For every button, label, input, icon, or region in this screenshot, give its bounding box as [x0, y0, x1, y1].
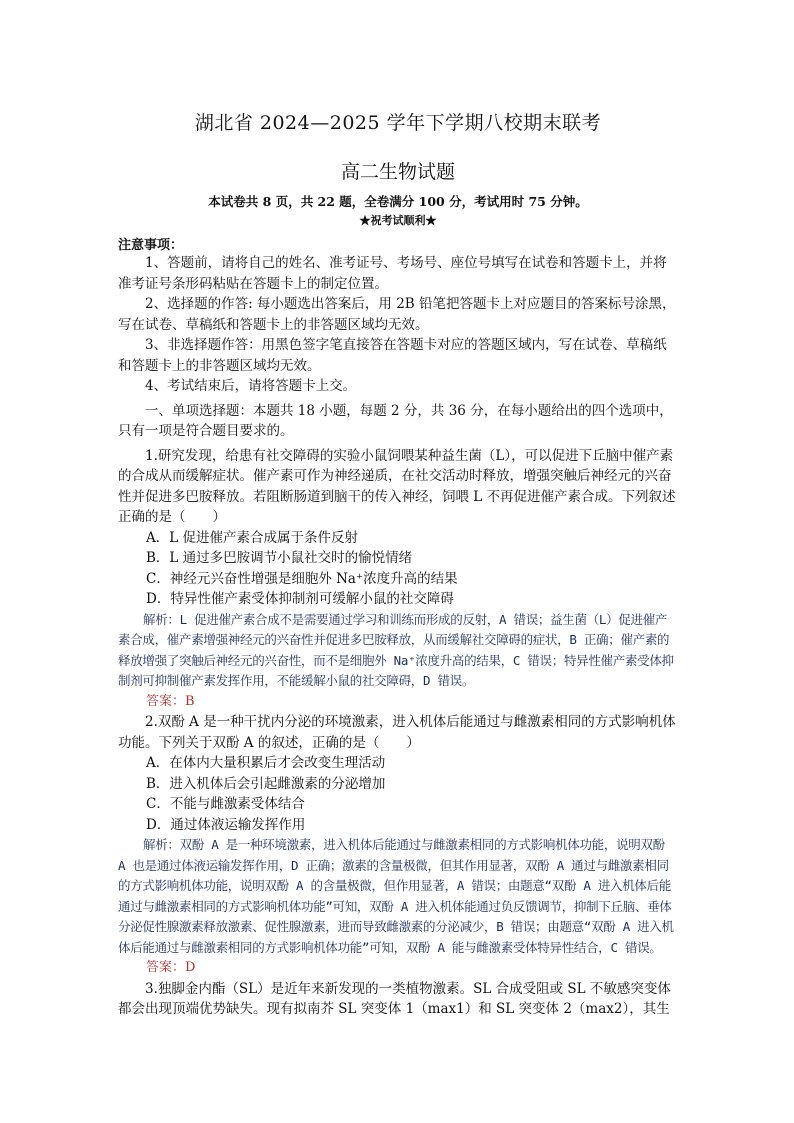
question-1-stem: 1.研究发现，给患有社交障碍的实验小鼠饲喂某种益生菌（L），可以促进下丘脑中催产素的合成从而缓解症状。催产素可作为神经递质，在社交活动时释放，增强突触后神经元的兴奋性并促进多巴胺释放。若阻断肠道到脑干的传入神经，饲喂 L 不再促进催产素合成。下列叙述正确的是（ ） — [118, 447, 676, 525]
question-1-analysis: 解析：L 促进催产素合成不是需要通过学习和训练而形成的反射，A 错误；益生菌（L）促进催产素合成，催产素增强神经元的兴奋性并促进多巴胺释放，从而缓解社交障碍的症状，B 正确；催产素的释放增强了突触后神经元的兴奋性，而不是细胞外 Na⁺浓度升高的结果，C 错误；特异性催产素受体抑制剂可抑制催产素发挥作用，不能缓解小鼠的社交障碍，D 错误。 — [118, 611, 674, 688]
notes-heading: 注意事项： — [118, 238, 184, 253]
exam-subtitle: 高二生物试题 — [340, 161, 455, 183]
question-1-option-c: C．神经元兴奋性增强是细胞外 Na⁺浓度升高的结果 — [146, 570, 458, 587]
question-1-option-b: B．L 通过多巴胺调节小鼠社交时的愉悦情绪 — [146, 550, 413, 566]
exam-page — [118, 100, 678, 1020]
question-1-option-a: A．L 促进催产素合成属于条件反射 — [146, 529, 359, 546]
note-item-1: 1、答题前，请将自己的姓名、准考证号、考场号、座位号填写在试卷和答题卡上，并将准考证号条形码粘贴在答题卡上的制定位置。 — [118, 255, 667, 292]
question-2-analysis: 解析：双酚 A 是一种环境激素，进入机体后能通过与雌激素相同的方式影响机体功能，说明双酚 A 也是通过体液运输发挥作用，D 正确；激素的含量极微，但其作用显著，双酚 A 通过与雌激素相同的方式影响机体功能，说明双酚 A 的含量极微，但作用显著，A 错误；由题意“双酚 A 进入机体后能通过与雌激素相同的方式影响机体功能”可知，双酚 A 进入机体能通过负反馈调节，抑制下丘脑、垂体分泌促性腺激素释放激素、促性腺激素，进而导致雌激素的分泌减少，B 错误；由题意“双酚 A 进入机体后能通过与雌激素相同的方式影响机体功能”可知，双酚 A 能与雌激素受体特异性结合，C 错误。 — [118, 837, 674, 955]
good-luck-line: ★祝考试顺利★ — [359, 214, 437, 227]
section-heading: 一、单项选择题：本题共 18 小题，每题 2 分，共 36 分，在每小题给出的四个选项中，只有一项是符合题目要求的。 — [118, 402, 673, 439]
question-2-option-b: B．进入机体后会引起雌激素的分泌增加 — [146, 775, 386, 792]
question-2-stem: 2.双酚 A 是一种干扰内分泌的环境激素，进入机体后能通过与雌激素相同的方式影响机体功能。下列关于双酚 A 的叙述，正确的是（ ） — [118, 714, 676, 751]
exam-info: 本试卷共 8 页，共 22 题，全卷满分 100 分，考试用时 75 分钟。 — [208, 194, 588, 209]
question-2-answer: 答案：D — [146, 960, 196, 975]
question-2-option-a: A．在体内大量积累后才会改变生理活动 — [146, 755, 386, 771]
question-1-option-d: D．特异性催产素受体抑制剂可缓解小鼠的社交障碍 — [146, 591, 454, 607]
note-item-3: 3、非选择题作答：用黑色签字笔直接答在答题卡对应的答题区域内，写在试卷、草稿纸和答题卡上的非答题区域均无效。 — [118, 337, 667, 374]
exam-title: 湖北省 2024—2025 学年下学期八校期末联考 — [194, 112, 602, 134]
note-item-2: 2、选择题的作答: 每小题选出答案后，用 2B 铅笔把答题卡上对应题目的答案标号涂黑，写在试卷、草稿纸和答题卡上的非答题区域均无效。 — [118, 296, 676, 333]
question-2-option-d: D．通过体液运输发挥作用 — [146, 816, 306, 833]
note-item-4: 4、考试结束后，请将答题卡上交。 — [145, 378, 357, 394]
question-1-answer: 答案：B — [146, 693, 195, 709]
question-3-stem: 3.独脚金内酯（SL）是近年来新发现的一类植物激素。SL 合成受阻或 SL 不敏感突变体都会出现顶端优势缺失。现有拟南芥 SL 突变体 1（max1）和 SL 突变体 2（max2），其生 — [118, 980, 671, 1017]
question-2-option-c: C．不能与雌激素受体结合 — [146, 796, 305, 812]
